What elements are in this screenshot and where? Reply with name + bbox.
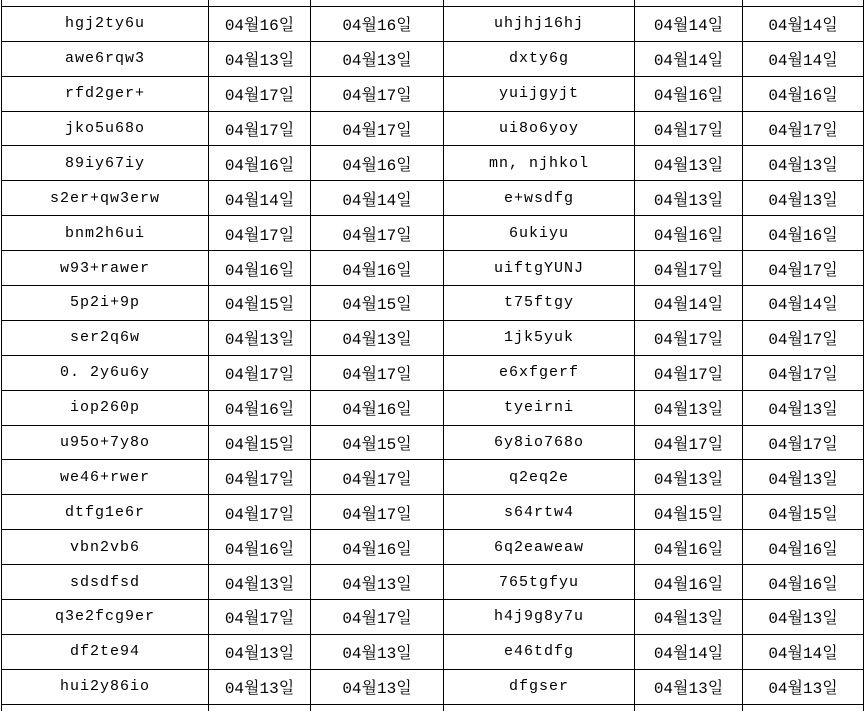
cell-date[interactable]: 04월13일 [635,460,743,495]
cell-id[interactable]: q2eq2e [444,460,635,495]
cell-date[interactable]: 04월13일 [743,391,864,426]
cell-clipped [444,0,635,7]
cell-id[interactable]: bnm2h6ui [2,216,209,251]
cell-date[interactable]: 04월13일 [635,146,743,181]
cell-date[interactable]: 04월13일 [635,600,743,635]
cell-id[interactable]: 765tgfyu [444,565,635,600]
cell-date[interactable]: 04월13일 [209,635,311,670]
cell-id[interactable]: mn, njhkol [444,146,635,181]
cell-id[interactable]: dtfg1e6r [2,495,209,530]
cell-date[interactable]: 04월13일 [209,670,311,705]
cell-date[interactable]: 04월13일 [311,42,444,77]
cell-id[interactable]: we46+rwer [2,460,209,495]
cell-date[interactable]: 04월17일 [635,426,743,461]
cell-date[interactable]: 04월16일 [311,530,444,565]
cell-clipped [743,705,864,711]
cell-id[interactable]: dxty6g [444,42,635,77]
cell-id[interactable]: e+wsdfg [444,181,635,216]
cell-clipped [311,0,444,7]
cell-clipped [635,705,743,711]
cell-date[interactable]: 04월17일 [311,600,444,635]
cell-id[interactable]: 6q2eaweaw [444,530,635,565]
cell-date[interactable]: 04월17일 [311,356,444,391]
cell-date[interactable]: 04월16일 [743,530,864,565]
cell-id[interactable]: dfgser [444,670,635,705]
cell-clipped [2,0,209,7]
cell-date[interactable]: 04월15일 [209,426,311,461]
cell-date[interactable]: 04월17일 [743,251,864,286]
cell-date[interactable]: 04월16일 [209,391,311,426]
cell-id[interactable]: awe6rqw3 [2,42,209,77]
cell-date[interactable]: 04월16일 [311,251,444,286]
cell-date[interactable]: 04월17일 [311,495,444,530]
cell-date[interactable]: 04월15일 [635,495,743,530]
cell-date[interactable]: 04월17일 [209,216,311,251]
cell-date[interactable]: 04월14일 [743,635,864,670]
cell-id[interactable]: s64rtw4 [444,495,635,530]
cell-id[interactable]: 0. 2y6u6y [2,356,209,391]
cell-id[interactable]: ui8o6yoy [444,112,635,147]
cell-id[interactable]: uhjhj16hj [444,7,635,42]
cell-date[interactable]: 04월15일 [743,495,864,530]
cell-id[interactable]: 89iy67iy [2,146,209,181]
cell-date[interactable]: 04월17일 [209,112,311,147]
cell-clipped [209,705,311,711]
cell-date[interactable]: 04월17일 [311,460,444,495]
cell-id[interactable]: 5p2i+9p [2,286,209,321]
cell-id[interactable]: s2er+qw3erw [2,181,209,216]
cell-date[interactable]: 04월17일 [311,216,444,251]
cell-date[interactable]: 04월17일 [743,356,864,391]
cell-date[interactable]: 04월17일 [635,321,743,356]
cell-date[interactable]: 04월14일 [635,286,743,321]
cell-id[interactable]: t75ftgy [444,286,635,321]
cell-date[interactable]: 04월14일 [743,42,864,77]
cell-date[interactable]: 04월13일 [635,181,743,216]
cell-date[interactable]: 04월16일 [743,77,864,112]
cell-date[interactable]: 04월16일 [311,146,444,181]
cell-date[interactable]: 04월17일 [209,600,311,635]
cell-date[interactable]: 04월15일 [311,286,444,321]
cell-id[interactable]: 6ukiyu [444,216,635,251]
cell-date[interactable]: 04월16일 [311,7,444,42]
cell-date[interactable]: 04월14일 [311,181,444,216]
cell-date[interactable]: 04월16일 [209,7,311,42]
cell-clipped [311,705,444,711]
cell-date[interactable]: 04월17일 [311,77,444,112]
cell-date[interactable]: 04월17일 [635,251,743,286]
cell-date[interactable]: 04월16일 [311,391,444,426]
cell-date[interactable]: 04월13일 [743,181,864,216]
cell-date[interactable]: 04월13일 [209,565,311,600]
cell-date[interactable]: 04월13일 [743,146,864,181]
cell-date[interactable]: 04월17일 [743,112,864,147]
cell-date[interactable]: 04월16일 [635,216,743,251]
cell-date[interactable]: 04월13일 [743,600,864,635]
cell-id[interactable]: uiftgYUNJ [444,251,635,286]
cell-date[interactable]: 04월17일 [743,321,864,356]
cell-clipped [635,0,743,7]
cell-date[interactable]: 04월13일 [635,670,743,705]
cell-id[interactable]: jko5u68o [2,112,209,147]
cell-date[interactable]: 04월17일 [209,77,311,112]
cell-date[interactable]: 04월13일 [635,391,743,426]
cell-date[interactable]: 04월13일 [209,321,311,356]
cell-date[interactable]: 04월13일 [311,321,444,356]
cell-id[interactable]: hui2y86io [2,670,209,705]
cell-id[interactable]: sdsdfsd [2,565,209,600]
cell-id[interactable]: w93+rawer [2,251,209,286]
cell-date[interactable]: 04월14일 [209,181,311,216]
cell-date[interactable]: 04월16일 [743,216,864,251]
cell-date[interactable]: 04월16일 [635,77,743,112]
cell-id[interactable]: hgj2ty6u [2,7,209,42]
cell-clipped [743,0,864,7]
cell-date[interactable]: 04월14일 [743,286,864,321]
cell-date[interactable]: 04월16일 [635,565,743,600]
cell-clipped [444,705,635,711]
data-table [1,0,864,711]
cell-date[interactable]: 04월17일 [209,495,311,530]
cell-date[interactable]: 04월17일 [635,112,743,147]
cell-id[interactable]: 1jk5yuk [444,321,635,356]
cell-id[interactable]: vbn2vb6 [2,530,209,565]
cell-date[interactable]: 04월13일 [743,460,864,495]
cell-id[interactable]: 6y8io768o [444,426,635,461]
cell-date[interactable]: 04월16일 [209,530,311,565]
cell-clipped [2,705,209,711]
cell-id[interactable]: tyeirni [444,391,635,426]
cell-date[interactable]: 04월14일 [635,42,743,77]
cell-date[interactable]: 04월13일 [209,42,311,77]
cell-id[interactable]: u95o+7y8o [2,426,209,461]
cell-date[interactable]: 04월15일 [311,426,444,461]
cell-date[interactable]: 04월17일 [635,356,743,391]
cell-date[interactable]: 04월17일 [311,112,444,147]
cell-date[interactable]: 04월14일 [635,7,743,42]
cell-id[interactable]: iop260p [2,391,209,426]
cell-date[interactable]: 04월13일 [743,670,864,705]
cell-date[interactable]: 04월17일 [209,356,311,391]
cell-id[interactable]: yuijgyjt [444,77,635,112]
cell-date[interactable]: 04월16일 [209,146,311,181]
cell-date[interactable]: 04월14일 [743,7,864,42]
cell-id[interactable]: e6xfgerf [444,356,635,391]
cell-date[interactable]: 04월16일 [743,565,864,600]
cell-date[interactable]: 04월13일 [311,670,444,705]
cell-id[interactable]: df2te94 [2,635,209,670]
cell-date[interactable]: 04월16일 [209,251,311,286]
cell-clipped [209,0,311,7]
cell-date[interactable]: 04월14일 [635,635,743,670]
cell-date[interactable]: 04월13일 [311,635,444,670]
cell-date[interactable]: 04월17일 [209,460,311,495]
cell-date[interactable]: 04월13일 [311,565,444,600]
cell-id[interactable]: e46tdfg [444,635,635,670]
cell-id[interactable]: rfd2ger+ [2,77,209,112]
cell-id[interactable]: h4j9g8y7u [444,600,635,635]
cell-date[interactable]: 04월15일 [209,286,311,321]
cell-id[interactable]: ser2q6w [2,321,209,356]
cell-id[interactable]: q3e2fcg9er [2,600,209,635]
cell-date[interactable]: 04월16일 [635,530,743,565]
cell-date[interactable]: 04월17일 [743,426,864,461]
